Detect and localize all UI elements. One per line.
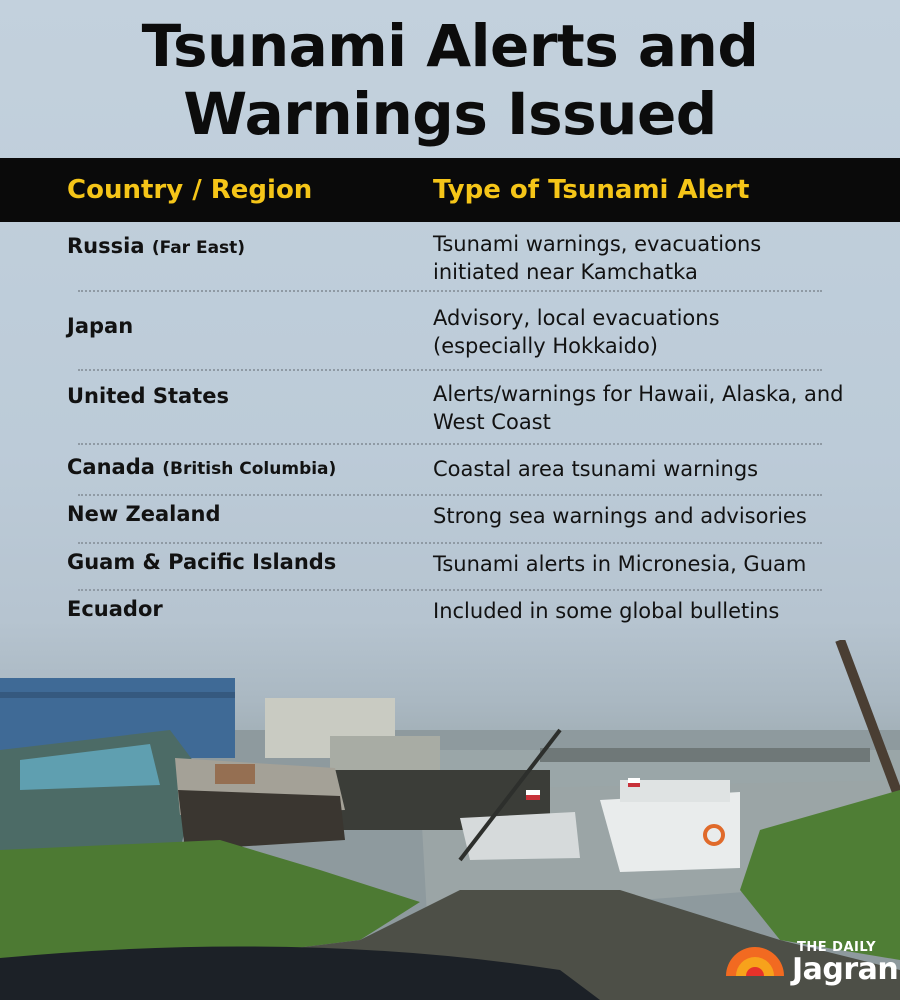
country-name: New Zealand bbox=[67, 502, 221, 526]
country-cell bbox=[67, 314, 133, 338]
country-name: Ecuador bbox=[67, 597, 163, 621]
alert-cell: Coastal area tsunami warnings bbox=[433, 457, 759, 481]
country-name: Canada bbox=[67, 455, 155, 479]
title-line-2: Warnings Issued bbox=[183, 80, 717, 148]
row-divider bbox=[78, 589, 822, 591]
sun-logo-icon bbox=[720, 938, 790, 988]
country-sub: (British Columbia) bbox=[162, 459, 337, 479]
country-cell bbox=[67, 502, 221, 526]
boat-green bbox=[0, 730, 200, 855]
country-cell bbox=[67, 597, 163, 621]
logo-wordmark: Jagran bbox=[792, 952, 899, 987]
country-cell bbox=[67, 384, 229, 408]
alert-cell: Tsunami alerts in Micronesia, Guam bbox=[433, 552, 807, 576]
alert-cell: Strong sea warnings and advisories bbox=[433, 504, 807, 528]
row-divider bbox=[78, 443, 822, 445]
country-name: Japan bbox=[67, 314, 134, 338]
alert-cell: Tsunami warnings, evacuations initiated near Kamchatka bbox=[433, 232, 762, 284]
row-divider bbox=[78, 494, 822, 496]
title-line-1: Tsunami Alerts and bbox=[141, 12, 759, 80]
ship-white bbox=[600, 792, 740, 872]
alert-cell: Included in some global bulletins bbox=[433, 599, 780, 623]
country-cell bbox=[67, 234, 245, 258]
country-cell bbox=[67, 455, 336, 479]
page-title bbox=[0, 12, 900, 148]
country-cell bbox=[67, 550, 336, 574]
table-header bbox=[0, 158, 900, 222]
country-name: United States bbox=[67, 384, 229, 408]
country-name: Guam & Pacific Islands bbox=[67, 550, 337, 574]
logo-tagline: THE DAILY bbox=[797, 940, 877, 955]
row-divider bbox=[78, 369, 822, 371]
breakwater bbox=[540, 748, 870, 762]
row-divider bbox=[78, 290, 822, 292]
column-header-alert: Type of Tsunami Alert bbox=[433, 175, 750, 205]
alert-cell: Alerts/warnings for Hawaii, Alaska, and West Coast bbox=[433, 382, 844, 434]
jagran-logo bbox=[720, 938, 899, 988]
row-divider bbox=[78, 542, 822, 544]
country-name: Russia bbox=[67, 234, 145, 258]
column-header-country: Country / Region bbox=[67, 175, 313, 205]
country-sub: (Far East) bbox=[151, 238, 246, 258]
alert-cell: Advisory, local evacuations (especially Hokkaido) bbox=[433, 306, 720, 358]
